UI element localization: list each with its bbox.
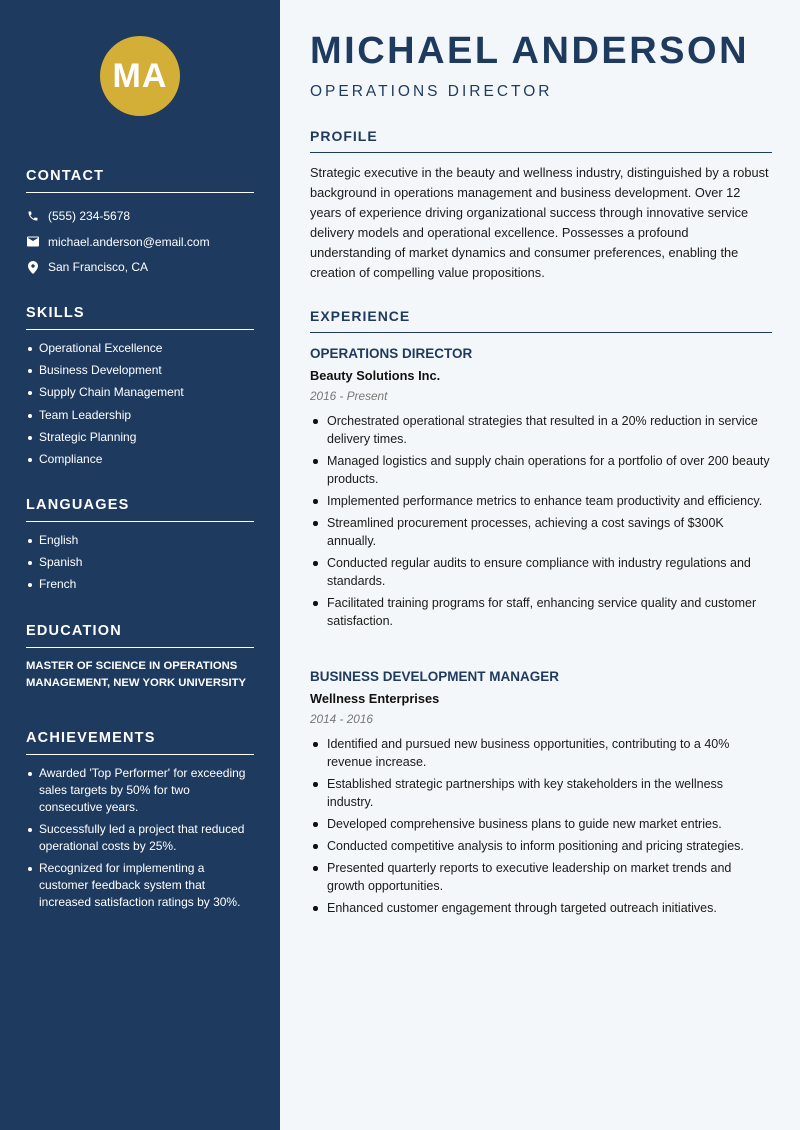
achievements-heading: ACHIEVEMENTS (26, 730, 254, 755)
job-company: Wellness Enterprises (310, 691, 440, 706)
job-bullets (310, 412, 772, 630)
contact-list (26, 203, 254, 280)
job-bullet: Presented quarterly reports to executive leadership on market trends and growth opportunities. (310, 859, 772, 895)
languages-heading: LANGUAGES (26, 497, 254, 522)
education-heading: EDUCATION (26, 623, 254, 648)
languages-list (26, 532, 254, 593)
job-role: BUSINESS DEVELOPMENT MANAGER (310, 669, 560, 684)
skill-item: Supply Chain Management (26, 384, 254, 401)
language-item: Spanish (26, 554, 254, 571)
language-item: English (26, 532, 254, 549)
contact-phone[interactable] (26, 203, 254, 229)
job-bullet: Facilitated training programs for staff, enhancing service quality and customer satisfaction. (310, 594, 772, 630)
contact-location (26, 254, 254, 280)
job-bullet: Streamlined procurement processes, achieving a cost savings of $300K annually. (310, 514, 772, 550)
experience-heading: EXPERIENCE (310, 308, 772, 333)
job-bullet: Established strategic partnerships with key stakeholders in the wellness industry. (310, 775, 772, 811)
candidate-title: OPERATIONS DIRECTOR (310, 83, 553, 100)
job-dates: 2016 - Present (310, 389, 388, 403)
contact-heading: CONTACT (26, 168, 254, 193)
achievement-item: Successfully led a project that reduced operational costs by 25%. (26, 821, 254, 855)
skills-section (26, 305, 254, 473)
contact-section (26, 168, 254, 280)
job-dates: 2014 - 2016 (310, 712, 373, 726)
job-bullet: Identified and pursued new business opportunities, contributing to a 40% revenue increase. (310, 735, 772, 771)
skill-item: Team Leadership (26, 407, 254, 424)
candidate-name: MICHAEL ANDERSON (310, 30, 750, 72)
profile-heading: PROFILE (310, 128, 772, 153)
location-pin-icon (26, 260, 40, 274)
contact-email[interactable] (26, 229, 254, 255)
job-bullet: Conducted competitive analysis to inform positioning and pricing strategies. (310, 837, 772, 855)
phone-icon (26, 209, 40, 223)
skill-item: Strategic Planning (26, 429, 254, 446)
skill-item: Business Development (26, 362, 254, 379)
job-bullet: Conducted regular audits to ensure compliance with industry regulations and standards. (310, 554, 772, 590)
job-bullet: Developed comprehensive business plans to guide new market entries. (310, 815, 772, 833)
profile-text: Strategic executive in the beauty and wellness industry, distinguished by a robust background in operations management and business development. Over 12 years of experience driving organizational success through innovative service delivery models and operational excellence. Possesses a profound understanding of market dynamics and consumer preferences, enabling the creation of compelling value propositions. (310, 165, 769, 280)
education-section (26, 623, 254, 692)
skills-heading: SKILLS (26, 305, 254, 330)
skill-item: Operational Excellence (26, 340, 254, 357)
skill-item: Compliance (26, 451, 254, 468)
email-icon (26, 235, 40, 249)
job-bullet: Implemented performance metrics to enhance team productivity and efficiency. (310, 492, 772, 510)
job-company: Beauty Solutions Inc. (310, 368, 441, 383)
sidebar (0, 0, 280, 1130)
languages-section (26, 497, 254, 599)
contact-email-text: michael.anderson@email.com (48, 234, 210, 249)
job-bullets (310, 735, 772, 917)
skills-list (26, 340, 254, 468)
job-bullet: Orchestrated operational strategies that resulted in a 20% reduction in service delivery times. (310, 412, 772, 448)
language-item: French (26, 576, 254, 593)
job-bullet: Enhanced customer engagement through targeted outreach initiatives. (310, 899, 772, 917)
job-role: OPERATIONS DIRECTOR (310, 346, 473, 361)
contact-phone-text: (555) 234-5678 (48, 208, 131, 223)
job-entry (310, 346, 772, 634)
job-bullet: Managed logistics and supply chain operations for a portfolio of over 200 beauty products. (310, 452, 772, 488)
achievements-list (26, 765, 254, 911)
achievement-item: Recognized for implementing a customer feedback system that increased satisfaction ratings by 30%. (26, 860, 254, 911)
achievements-section (26, 730, 254, 917)
achievement-item: Awarded 'Top Performer' for exceeding sales targets by 50% for two consecutive years. (26, 765, 254, 816)
contact-location-text: San Francisco, CA (48, 260, 149, 275)
job-entry (310, 669, 772, 921)
avatar: MA (100, 36, 180, 116)
education-degree: MASTER OF SCIENCE IN OPERATIONS MANAGEMENT, NEW YORK UNIVERSITY (26, 660, 247, 689)
